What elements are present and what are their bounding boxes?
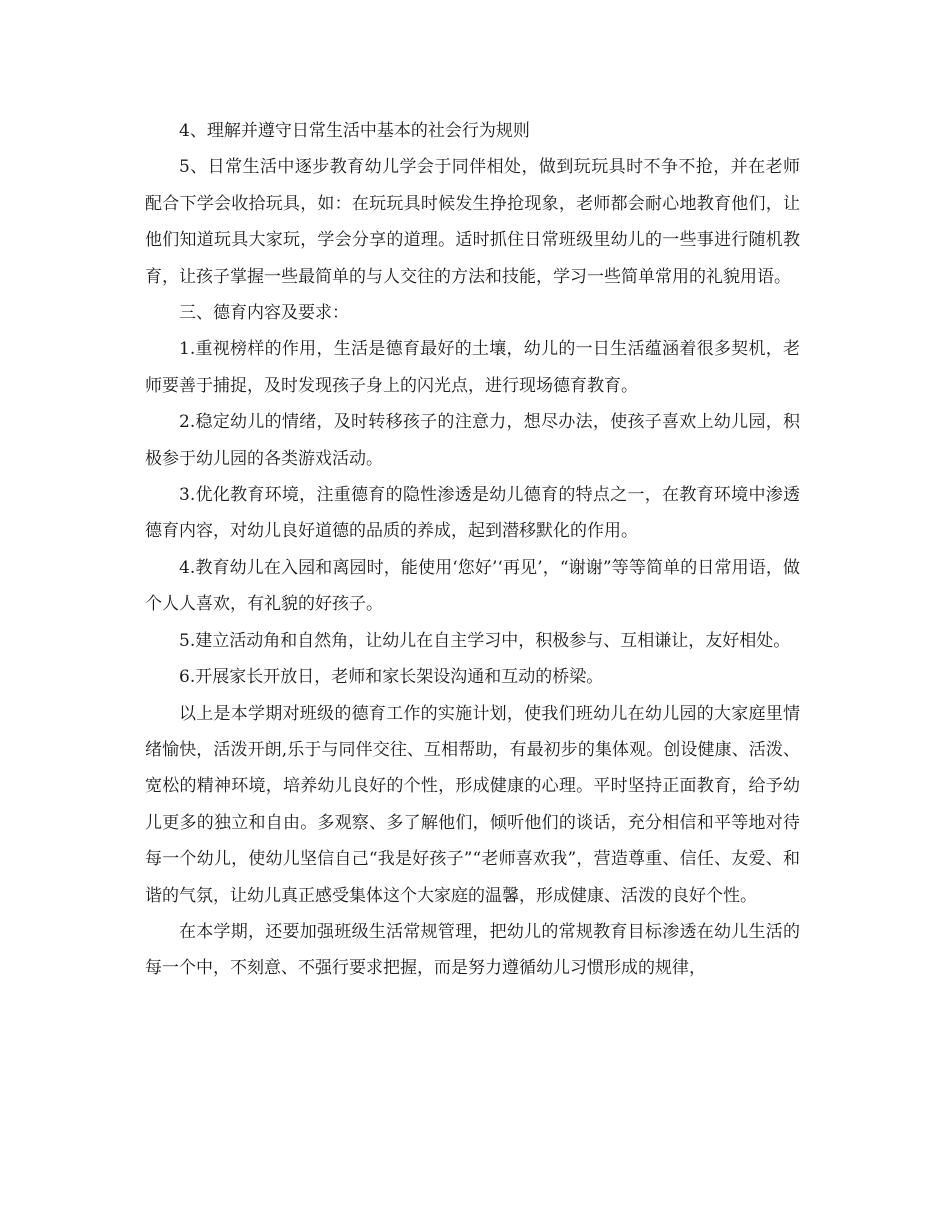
paragraph-rule-4: 4、理解并遵守日常生活中基本的社会行为规则: [179, 121, 530, 141]
paragraph-summary: 以上是本学期对班级的德育工作的实施计划，使我们班幼儿在幼儿园的大家庭里情绪愉快，活泼开朗,乐于与同伴交往、互相帮助，有最初步的集体观。创设健康、活泼、宽松的精神环境，培养幼儿良好的个性，形成健康的心理。平时坚持正面教育，给予幼儿更多的独立和自由。多观察、多了解他们，倾听他们的谈话，充分相信和平等地对待每一个幼儿，使幼儿坚信自己“我是好孩子”“老师喜欢我”，营造尊重、信任、友爱、和谐的气氛，让幼儿真正感受集体这个大家庭的温馨，形成健康、活泼的良好个性。: [145, 703, 800, 906]
paragraph-item-5: 5.建立活动角和自然角，让幼儿在自主学习中，积极参与、互相谦让，友好相处。: [179, 630, 791, 651]
paragraph-semester-plan: 在本学期，还要加强班级生活常规管理，把幼儿的常规教育目标渗透在幼儿生活的每一个中，不刻意、不强行要求把握，而是努力遵循幼儿习惯形成的规律，: [145, 921, 800, 979]
paragraph-item-3: 3.优化教育环境，注重德育的隐性渗透是幼儿德育的特点之一，在教育环境中渗透德育内容，对幼儿良好道德的品质的养成，起到潜移默化的作用。: [145, 485, 800, 542]
document-page: [145, 113, 800, 987]
paragraph-rule-5: 5、日常生活中逐步教育幼儿学会于同伴相处，做到玩玩具时不争不抢，并在老师配合下学会收拾玩具，如：在玩玩具时候发生挣抢现象，老师都会耐心地教育他们，让他们知道玩具大家玩，学会分享的道理。适时抓住日常班级里幼儿的一些事进行随机教育，让孩子掌握一些最简单的与人交往的方法和技能，学习一些简单常用的礼貌用语。: [145, 157, 800, 287]
paragraph-item-4: 4.教育幼儿在入园和离园时，能使用‘您好’‘再见’，“谢谢”等等简单的日常用语，做个人人喜欢，有礼貌的好孩子。: [145, 557, 800, 615]
paragraph-item-6: 6.开展家长开放日，老师和家长架设沟通和互动的桥梁。: [179, 667, 604, 688]
paragraph-item-1: 1.重视榜样的作用，生活是德育最好的土壤，幼儿的一日生活蕴涵着很多契机，老师要善于捕捉，及时发现孩子身上的闪光点，进行现场德育教育。: [145, 339, 800, 396]
section-heading-moral-content: 三、德育内容及要求：: [179, 303, 349, 324]
paragraph-item-2: 2.稳定幼儿的情绪，及时转移孩子的注意力，想尽办法，使孩子喜欢上幼儿园，积极参于幼儿园的各类游戏活动。: [145, 412, 800, 469]
